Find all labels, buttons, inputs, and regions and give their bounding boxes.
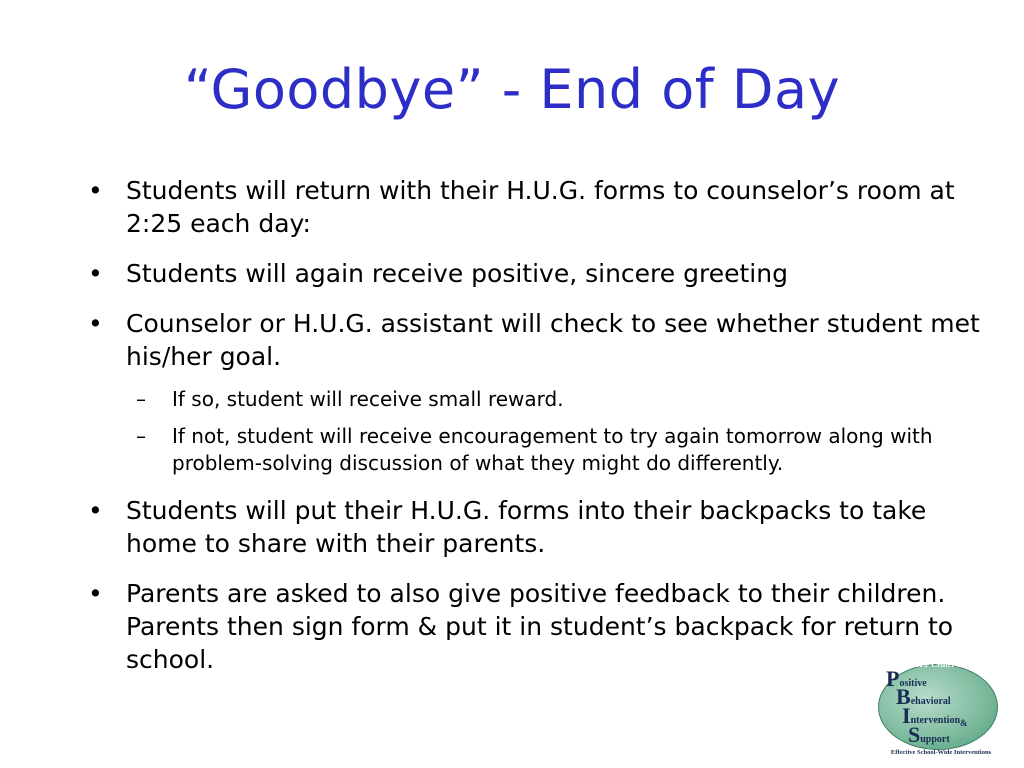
sub-bullet-text: If not, student will receive encouragement to try again tomorrow along with problem-solving discussion of what they might do differently. — [172, 424, 933, 475]
logo-word-rest: ositive — [899, 678, 927, 689]
bullet-text: Counselor or H.U.G. assistant will check to see whether student met his/her goal. — [126, 309, 980, 371]
bullet-marker: • — [88, 496, 103, 525]
bullet-item — [86, 257, 986, 290]
sub-bullet-text: If so, student will receive small reward. — [172, 387, 564, 411]
logo-cap-letter: B — [896, 684, 911, 709]
logo-cap-letter: I — [902, 703, 911, 728]
bullet-item — [86, 174, 986, 240]
pbis-logo — [876, 660, 1002, 758]
logo-word-rest: ntervention — [910, 715, 961, 726]
logo-line-support — [908, 722, 950, 748]
slide-title: “Goodbye” - End of Day — [183, 58, 841, 121]
bullet-text: Parents are asked to also give positive feedback to their children. Parents then sign form & put it in student’s backpack for return to school. — [126, 579, 954, 674]
bullet-marker: • — [88, 579, 103, 608]
logo-word-rest: upport — [920, 734, 950, 745]
bullet-text: Students will again receive positive, sincere greeting — [126, 259, 788, 288]
bullet-list — [86, 174, 986, 693]
bullet-marker: • — [88, 309, 103, 338]
bullet-item — [86, 307, 986, 477]
sub-bullet-list — [126, 386, 986, 477]
logo-ampersand: & — [960, 718, 968, 728]
logo-cap-letter: S — [908, 722, 921, 747]
logo-bottom-text: Effective School-Wide Interventions — [890, 749, 992, 756]
sub-bullet-marker: – — [136, 387, 146, 411]
logo-top-text: OSEP Center on — [908, 660, 966, 669]
sub-bullet-item — [126, 386, 986, 413]
bullet-marker: • — [88, 259, 103, 288]
sub-bullet-item — [126, 423, 986, 477]
bullet-text: Students will put their H.U.G. forms into their backpacks to take home to share with their parents. — [126, 496, 927, 558]
bullet-item — [86, 577, 986, 676]
bullet-marker: • — [88, 176, 103, 205]
logo-word-rest: ehavioral — [910, 696, 951, 707]
sub-bullet-marker: – — [136, 424, 146, 448]
logo-cap-letter: P — [886, 666, 900, 691]
bullet-text: Students will return with their H.U.G. forms to counselor’s room at 2:25 each day: — [126, 176, 955, 238]
bullet-item — [86, 494, 986, 560]
